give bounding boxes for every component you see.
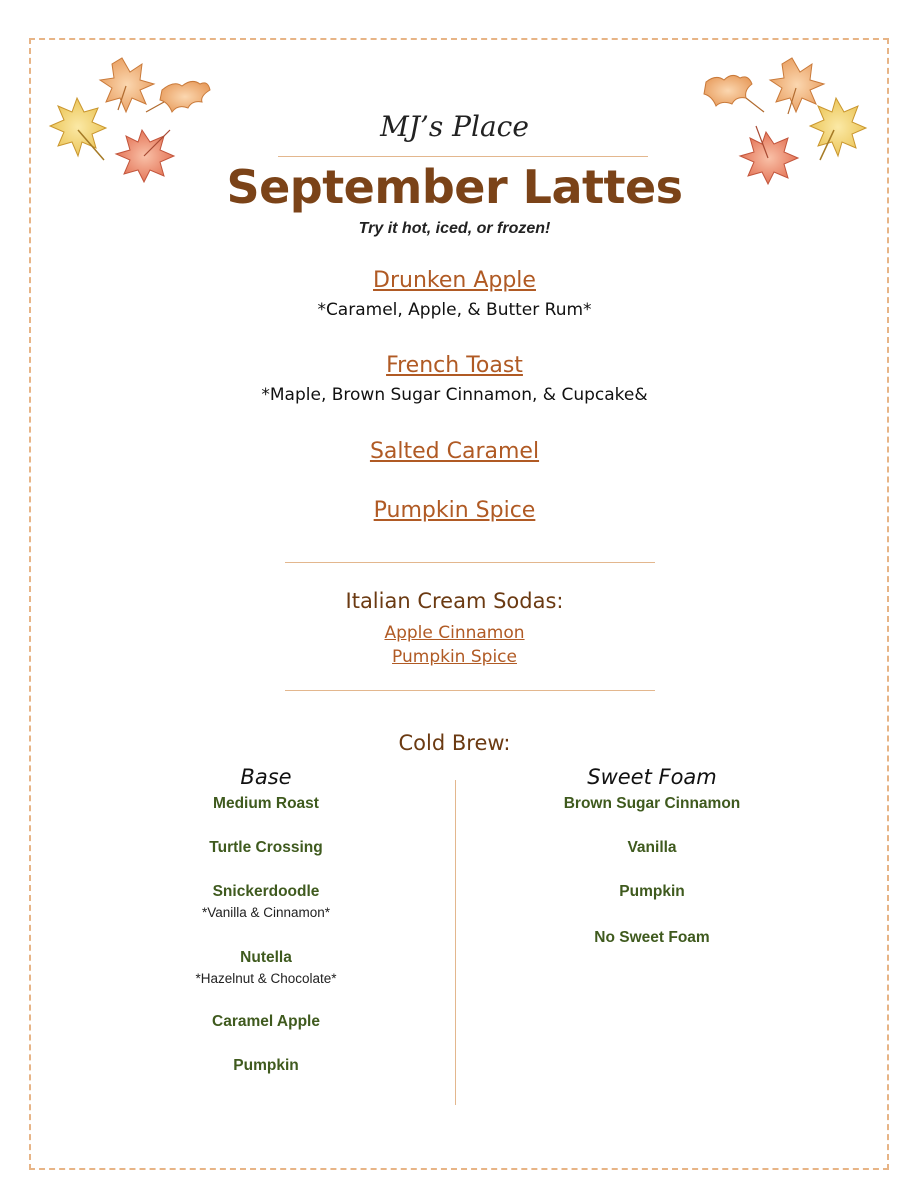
cold-brew-heading: Cold Brew: bbox=[398, 731, 511, 755]
brand-divider bbox=[278, 156, 648, 157]
base-item-nutella: Nutella bbox=[240, 949, 292, 966]
section-divider-1 bbox=[285, 562, 655, 563]
latte-desc-french-toast: *Maple, Brown Sugar Cinnamon, & Cupcake& bbox=[261, 385, 648, 405]
base-heading: Base bbox=[240, 765, 292, 789]
column-divider bbox=[455, 780, 456, 1105]
section-divider-2 bbox=[285, 690, 655, 691]
base-item-medium-roast: Medium Roast bbox=[213, 795, 319, 812]
foam-item-brown-sugar-cinnamon: Brown Sugar Cinnamon bbox=[563, 795, 741, 812]
base-item-pumpkin: Pumpkin bbox=[233, 1057, 299, 1074]
page-title: September Lattes bbox=[226, 160, 683, 214]
soda-apple-cinnamon[interactable]: Apple Cinnamon bbox=[384, 623, 525, 643]
base-item-turtle-crossing: Turtle Crossing bbox=[209, 839, 323, 856]
tagline: Try it hot, iced, or frozen! bbox=[358, 220, 551, 237]
foam-item-no-sweet-foam: No Sweet Foam bbox=[594, 929, 710, 946]
latte-name-drunken-apple[interactable]: Drunken Apple bbox=[373, 268, 536, 293]
base-item-snickerdoodle: Snickerdoodle bbox=[212, 883, 320, 900]
soda-pumpkin-spice[interactable]: Pumpkin Spice bbox=[392, 647, 517, 667]
base-note-nutella: *Hazelnut & Chocolate* bbox=[195, 971, 337, 986]
foam-item-vanilla: Vanilla bbox=[627, 839, 677, 856]
base-note-snickerdoodle: *Vanilla & Cinnamon* bbox=[201, 905, 331, 920]
latte-name-pumpkin-spice[interactable]: Pumpkin Spice bbox=[373, 498, 536, 523]
latte-name-salted-caramel[interactable]: Salted Caramel bbox=[369, 439, 540, 464]
foam-heading: Sweet Foam bbox=[587, 765, 717, 789]
sodas-heading: Italian Cream Sodas: bbox=[345, 589, 564, 613]
latte-desc-drunken-apple: *Caramel, Apple, & Butter Rum* bbox=[317, 300, 592, 320]
brand-name: MJ’s Place bbox=[380, 110, 529, 143]
latte-name-french-toast[interactable]: French Toast bbox=[386, 353, 523, 378]
foam-item-pumpkin: Pumpkin bbox=[619, 883, 685, 900]
base-item-caramel-apple: Caramel Apple bbox=[212, 1013, 320, 1030]
